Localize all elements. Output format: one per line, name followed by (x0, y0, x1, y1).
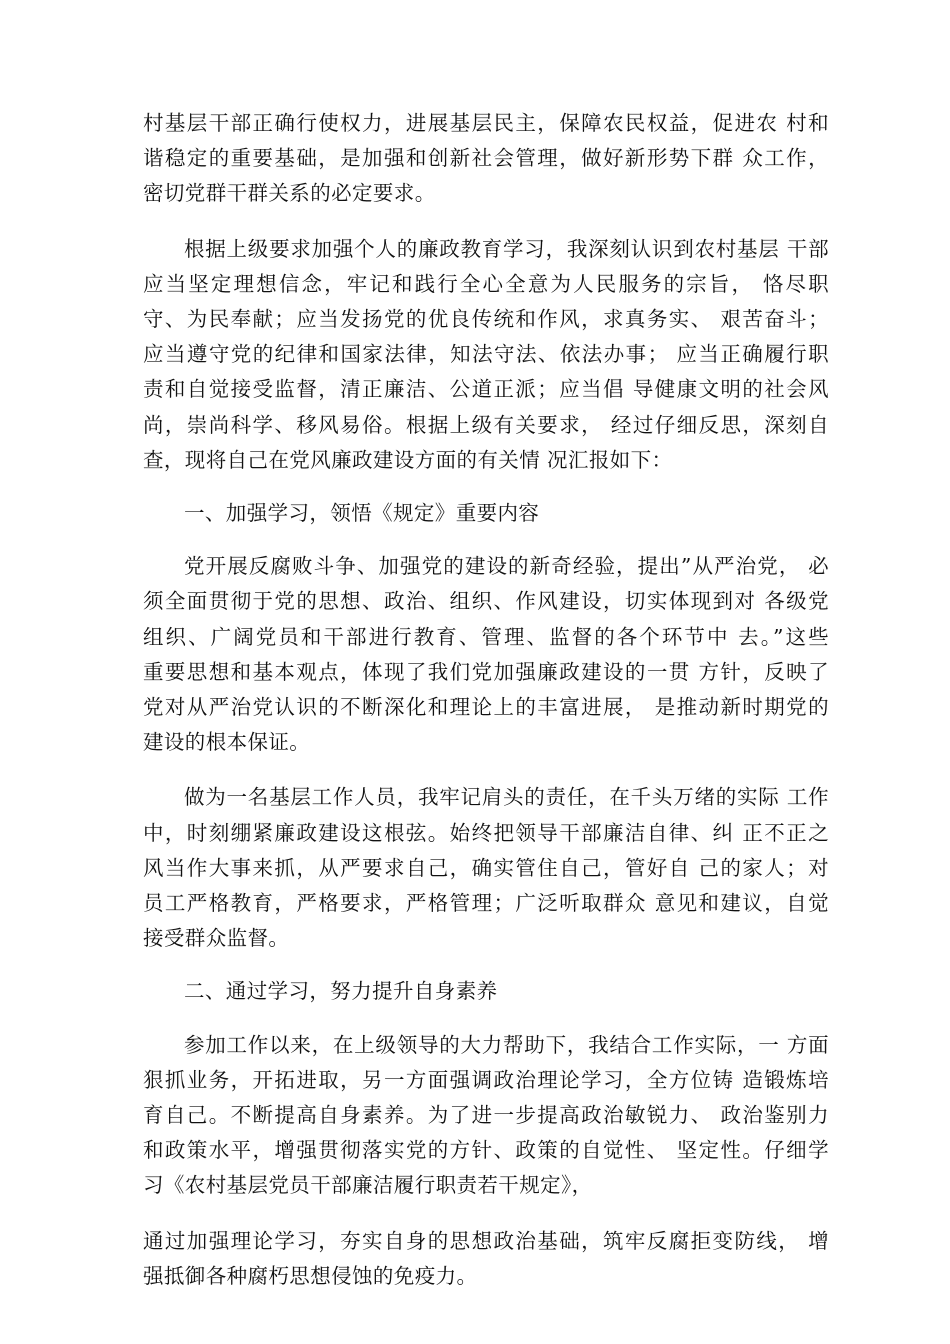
section-heading-1 (143, 496, 829, 531)
text-line: 密切党群干群关系的必定要求。 (143, 181, 436, 206)
text-line: 育自己。不断提高自身素养。为了进一步提高政治敏锐力、 政治鉴别力 (143, 1103, 829, 1128)
text-line: 接受群众监督。 (143, 926, 290, 951)
paragraph-p5 (143, 1028, 829, 1204)
paragraph-p1 (143, 106, 829, 212)
text-line: 参加工作以来，在上级领导的大力帮助下，我结合工作实际，一 方面 (184, 1032, 829, 1057)
paragraph-p3 (143, 549, 829, 760)
text-line: 党开展反腐败斗争、加强党的建设的新奇经验，提出”从严治党， 必 (184, 554, 829, 579)
text-line: 村基层干部正确行使权力，进展基层民主，保障农民权益，促进农 村和 (143, 111, 829, 135)
text-line: 重要思想和基本观点，体现了我们党加强廉政建设的一贯 方针，反映了 (143, 659, 829, 684)
text-line: 中，时刻绷紧廉政建设这根弦。始终把领导干部廉洁自律、纠 正不正之 (143, 820, 829, 845)
paragraph-p6 (143, 1224, 829, 1294)
text-line: 应当遵守党的纪律和国家法律，知法守法、依法办事； 应当正确履行职 (143, 342, 829, 367)
text-line: 责和自觉接受监督，清正廉洁、公道正派；应当倡 导健康文明的社会风 (143, 377, 829, 402)
text-line: 根据上级要求加强个人的廉政教育学习，我深刻认识到农村基层 干部 (184, 236, 829, 261)
paragraph-p2 (143, 232, 829, 478)
section-heading-2 (143, 974, 829, 1009)
text-line: 强抵御各种腐朽思想侵蚀的免疫力。 (143, 1263, 478, 1288)
text-line: 守、为民奉献；应当发扬党的优良传统和作风，求真务实、 艰苦奋斗； (143, 307, 829, 332)
text-line: 建设的根本保证。 (143, 730, 311, 755)
text-line: 谐稳定的重要基础，是加强和创新社会管理，做好新形势下群 众工作， (143, 146, 829, 171)
text-line: 组织、广阔党员和干部进行教育、管理、监督的各个环节中 去。”这些 (143, 624, 829, 649)
text-line: 党对从严治党认识的不断深化和理论上的丰富进展， 是推动新时期党的 (143, 695, 829, 720)
heading-text: 一、加强学习，领悟《规定》重要内容 (184, 501, 540, 526)
text-line: 尚，崇尚科学、移风易俗。根据上级有关要求， 经过仔细反思，深刻自 (143, 412, 829, 437)
text-line: 做为一名基层工作人员，我牢记肩头的责任，在千头万绪的实际 工作 (184, 785, 829, 810)
heading-text: 二、通过学习，努力提升自身素养 (184, 979, 498, 1004)
text-line: 员工严格教育，严格要求，严格管理；广泛听取群众 意见和建议，自觉 (143, 891, 829, 916)
text-line: 通过加强理论学习，夯实自身的思想政治基础，筑牢反腐拒变防线， 增 (143, 1228, 829, 1253)
text-line: 和政策水平，增强贯彻落实党的方针、政策的自觉性、 坚定性。仔细学 (143, 1138, 829, 1163)
text-line: 狠抓业务，开拓进取，另一方面强调政治理论学习，全方位铸 造锻炼培 (143, 1067, 829, 1092)
document-page (143, 106, 829, 1294)
paragraph-p4 (143, 780, 829, 956)
text-line: 查，现将自己在党风廉政建设方面的有关情 况汇报如下： (143, 447, 673, 472)
text-line: 应当坚定理想信念，牢记和践行全心全意为人民服务的宗旨， 恪尽职 (143, 271, 829, 296)
text-line: 风当作大事来抓，从严要求自己，确实管住自己，管好自 己的家人；对 (143, 855, 829, 880)
text-line: 须全面贯彻于党的思想、政治、组织、作风建设，切实体现到对 各级党 (143, 589, 829, 614)
text-line: 习《农村基层党员干部廉洁履行职责若干规定》， (143, 1173, 593, 1198)
